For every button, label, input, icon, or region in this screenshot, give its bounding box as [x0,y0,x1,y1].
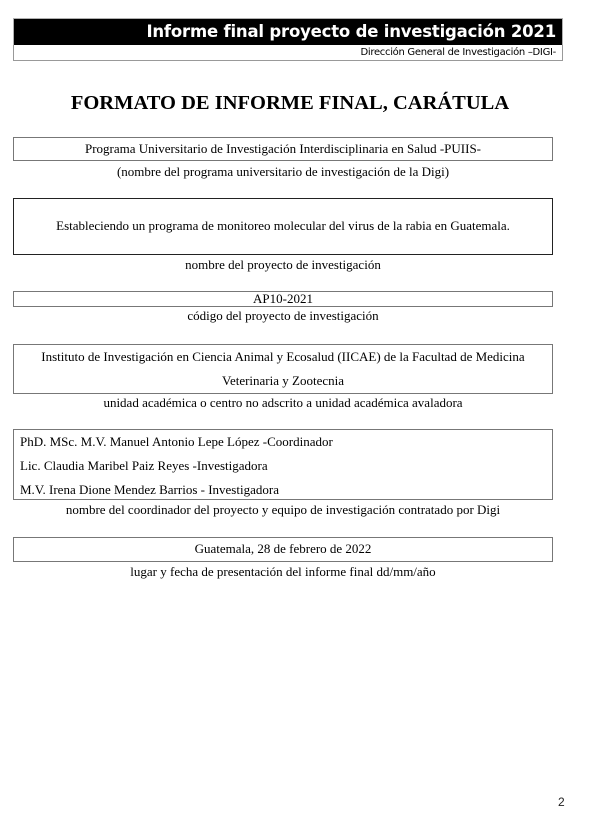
report-header-title: Informe final proyecto de investigación 2021 [13,18,563,45]
team-member: Lic. Claudia Maribel Paiz Reyes -Investigadora [20,458,268,473]
date-value: Guatemala, 28 de febrero de 2022 [194,541,372,556]
team-box [13,429,553,500]
program-box [13,137,553,161]
project-name-value: Estableciendo un programa de monitoreo molecular del virus de la rabia en Guatemala. [56,218,510,233]
page-number: 2 [558,795,565,809]
project-name-box [13,198,553,255]
academic-unit-caption: unidad académica o centro no adscrito a unidad académica avaladora [103,395,463,410]
date-box [13,537,553,562]
academic-unit-box [13,344,553,394]
team-member: PhD. MSc. M.V. Manuel Antonio Lepe López -Coordinador [20,434,333,449]
project-code-value: AP10-2021 [253,291,313,306]
project-name-caption: nombre del proyecto de investigación [185,257,381,272]
program-value: Programa Universitario de Investigación Interdisciplinaria en Salud -PUIIS- [84,141,482,156]
team-caption: nombre del coordinador del proyecto y equipo de investigación contratado por Digi [65,502,501,517]
academic-unit-line-1: Instituto de Investigación en Ciencia Animal y Ecosalud (IICAE) de la Facultad de Medicina [41,349,525,364]
document-title: FORMATO DE INFORME FINAL, CARÁTULA [70,92,510,114]
program-caption: (nombre del programa universitario de investigación de la Digi) [116,164,450,179]
team-member: M.V. Irena Dione Mendez Barrios - Investigadora [20,482,279,497]
academic-unit-line-2: Veterinaria y Zootecnia [222,373,344,388]
report-header-subtitle: Dirección General de Investigación –DIGI- [13,45,563,61]
project-code-box [13,291,553,307]
date-caption: lugar y fecha de presentación del informe final dd/mm/año [130,564,436,579]
project-code-caption: código del proyecto de investigación [187,308,379,323]
